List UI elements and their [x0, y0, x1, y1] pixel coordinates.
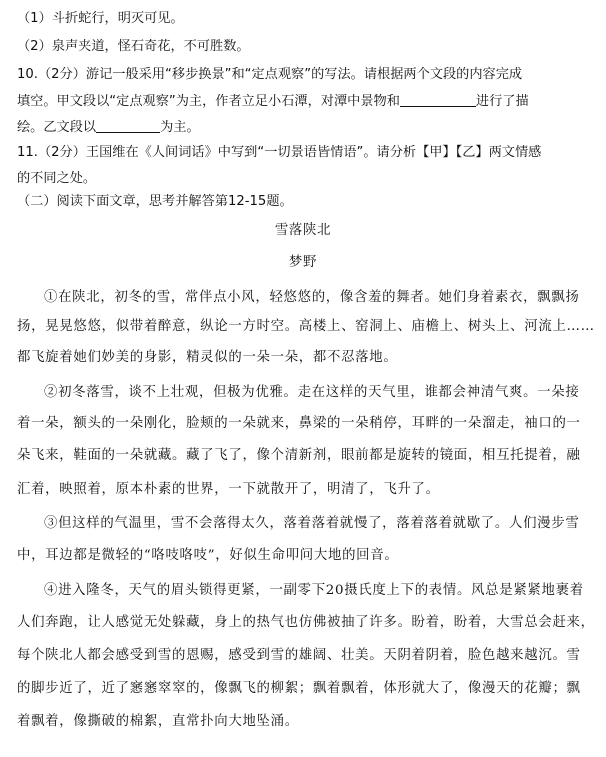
- paragraph-1-line-3: 都飞旋着她们妙美的身影，精灵似的一朵一朵，都不忍落地。: [17, 350, 398, 365]
- question-10-line-1: 10.（2分）游记一般采用“移步换景”和“定点观察”的写法。请根据两个文段的内容完成: [17, 67, 523, 82]
- paragraph-3-line-2: 中，耳边都是微轻的“咯吱咯吱”，好似生命叩问大地的回音。: [17, 548, 399, 563]
- answer-blank-2[interactable]: [96, 118, 160, 133]
- question-10-line-2-tail: 进行了描: [475, 94, 529, 109]
- paragraph-1-line-1: ①在陕北，初冬的雪，常伴点小风，轻悠悠的，像含羞的舞者。她们身着素衣，飘飘扬: [44, 290, 580, 305]
- paragraph-2-line-3: 朵飞来，鞋面的一朵就藏。藏了飞了，像个清新剂，眼前都是旋转的镜面，相互托提着，融: [17, 448, 581, 463]
- paragraph-2-line-2: 着一朵，额头的一朵刚化，脸颊的一朵就来，鼻梁的一朵稍停，耳畔的一朵溜走，袖口的一: [17, 416, 581, 431]
- option-1: （1）斗折蛇行，明灭可见。: [17, 11, 184, 26]
- paragraph-4-line-4: 的脚步近了，近了窸窸窣窣的，像飘飞的柳絮；飘着飘着，体形就大了，像漫天的花瓣；飘: [17, 681, 581, 696]
- paragraph-4-line-3: 每个陕北人都会感受到雪的恩赐，感受到雪的雄阔、壮美。天阴着阴着，脸色越来越沉。雪: [17, 648, 581, 663]
- paragraph-2-line-1: ②初冬落雪，谈不上壮观，但极为优雅。走在这样的天气里，谁都会神清气爽。一朵接: [44, 385, 580, 400]
- paragraph-3-line-1: ③但这样的气温里，雪不会落得太久，落着落着就慢了，落着落着就歇了。人们漫步雪: [44, 516, 580, 531]
- question-10-line-2: [17, 92, 529, 111]
- question-11-line-2: 的不同之处。: [17, 171, 97, 186]
- paragraph-2-line-4: 汇着，映照着，原本朴素的世界，一下就散开了，明清了，飞升了。: [17, 482, 440, 497]
- paragraph-4-line-1: ④进入隆冬，天气的眉头锁得更紧，一副零下20摄氏度上下的表情。风总是紧紧地裹着: [44, 583, 584, 598]
- question-10-line-3-text: 绘。乙文段以: [17, 120, 97, 135]
- paragraph-4-line-2: 人们奔跑，让人感觉无处躲藏，身上的热气也仿佛被抽了许多。盼着，盼着，大雪总会赶来，: [17, 615, 595, 630]
- question-11-line-1: 11.（2分）王国维在《人间词话》中写到“一切景语皆情语”。请分析【甲】【乙】两文情感: [17, 145, 542, 160]
- article-author: 梦野: [288, 255, 318, 270]
- question-10-line-3: [17, 118, 200, 137]
- paragraph-1-line-2: 扬，晃晃悠悠，似带着醉意，纵论一方时空。高楼上、窑洞上、庙檐上、树头上、河流上……: [17, 319, 595, 334]
- option-2: （2）泉声夹道，怪石奇花，不可胜数。: [17, 39, 250, 54]
- paragraph-4-line-5: 着飘着，像撕破的棉絮，直常扑向大地坠涌。: [17, 714, 299, 729]
- question-10-line-3-tail: 为主。: [160, 120, 200, 135]
- answer-blank-1[interactable]: [400, 92, 476, 107]
- question-10-line-2-text: 填空。甲文段以“定点观察”为主，作者立足小石潭，对潭中景物和: [17, 94, 400, 109]
- part-2-header: （二）阅读下面文章，思考并解答第12-15题。: [17, 194, 293, 209]
- article-title: 雪落陕北: [274, 223, 332, 238]
